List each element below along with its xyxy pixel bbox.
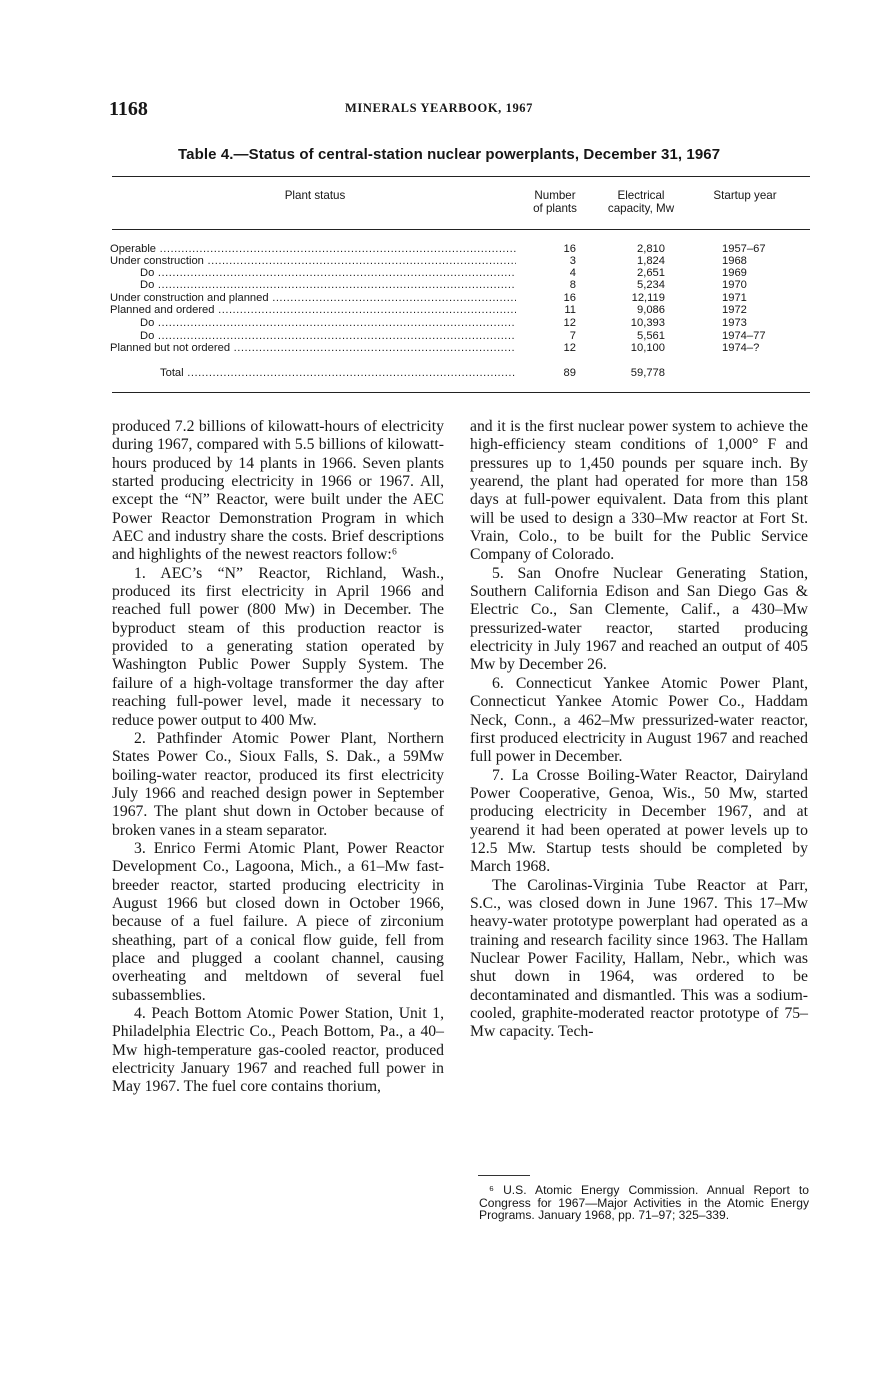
table-row xyxy=(110,330,810,342)
row-startup: 1971 xyxy=(722,292,747,304)
table-total-row xyxy=(110,367,810,379)
row-startup: 1957–67 xyxy=(722,243,766,255)
footnote-text: ⁶ U.S. Atomic Energy Commission. Annual Report to Congress for 1967—Major Activities in the Atomic Energy Programs. January 1968, pp. 71–97; 325–339. xyxy=(479,1183,809,1223)
row-label: Under construction and planned ..... xyxy=(110,292,516,304)
row-number: 12 xyxy=(563,342,576,354)
table-bottom-rule xyxy=(112,392,810,393)
row-startup: 1974–77 xyxy=(722,330,766,342)
paragraph: 2. Pathfinder Atomic Power Plant, Northern States Power Co., Sioux Falls, S. Dak., a 59Mw boiling-water reactor, produced its first electricity July 1966 and reached design power in September 1967. The plant shut down in October because of broken vanes in a steam separator. xyxy=(112,729,444,839)
header-number-of-plants: Number of plants xyxy=(533,189,577,215)
table-top-rule xyxy=(112,176,810,177)
row-capacity: 10,100 xyxy=(630,342,665,354)
footnote-rule xyxy=(478,1175,530,1176)
row-startup: 1968 xyxy=(722,255,747,267)
row-label: Do ..... xyxy=(140,267,516,279)
row-startup: 1972 xyxy=(722,304,747,316)
paragraph: 6. Connecticut Yankee Atomic Power Plant, Connecticut Yankee Atomic Power Co., Haddam Neck, Conn., a 462–Mw pressurized-water reactor, first produced electricity in August 1967 and reached full power in December. xyxy=(470,674,808,766)
table-row xyxy=(110,279,810,291)
paragraph: 1. AEC’s “N” Reactor, Richland, Wash., produced its first electricity in April 1966 and reached full power (800 Mw) in December. The byproduct steam of this production reactor is provided to a generating station operated by Washington Public Power Supply System. The failure of a high-voltage transformer the day after reaching full-power level, made it necessary to reduce power output to 400 Mw. xyxy=(112,564,444,729)
table-header-rule xyxy=(112,229,810,230)
row-label: Planned but not ordered ..... xyxy=(110,342,516,354)
row-number: 11 xyxy=(564,304,576,316)
row-number: 3 xyxy=(569,255,576,267)
row-label: Under construction ..... xyxy=(110,255,516,267)
total-number: 89 xyxy=(563,367,576,379)
table-row xyxy=(110,255,810,267)
row-startup: 1969 xyxy=(722,267,747,279)
row-capacity: 2,810 xyxy=(637,243,665,255)
table-row xyxy=(110,267,810,279)
right-text-column xyxy=(470,418,808,1042)
paragraph: produced 7.2 billions of kilowatt-hours of electricity during 1967, compared with 5.5 billions of kilowatt-hours produced by 14 plants in 1966. Seven plants started producing electricity in 1966 or 1967. All, except the “N” Reactor, were built under the AEC Power Reactor Demonstration Program in which AEC and industry share the costs. Brief descriptions and highlights of the newest reactors follow:⁶ xyxy=(112,418,444,564)
table-row xyxy=(110,243,810,255)
row-label: Do ..... xyxy=(140,317,516,329)
paragraph: 7. La Crosse Boiling-Water Reactor, Dairyland Power Cooperative, Genoa, Wis., 50 Mw, started producing electricity in December 1967, and at yearend it had been operated at power levels up to 12.5 Mw. Startup tests should be completed by March 1968. xyxy=(470,766,808,876)
row-number: 16 xyxy=(563,243,576,255)
table-row xyxy=(110,292,810,304)
header-electrical-capacity: Electrical capacity, Mw xyxy=(607,189,675,215)
row-startup: 1974–? xyxy=(722,342,760,354)
paragraph: 5. San Onofre Nuclear Generating Station, Southern California Edison and San Diego Gas & Electric Co., San Clemente, Calif., a 430–Mw pressurized-water reactor, started producing electricity in July 1967 and reached an output of 405 Mw by December 26. xyxy=(470,564,808,674)
paragraph: The Carolinas-Virginia Tube Reactor at Parr, S.C., was closed down in June 1967. This 17–Mw heavy-water prototype powerplant had operated as a training and research facility since 1963. The Hallam Nuclear Power Facility, Hallam, Nebr., which was shut down in 1964, was ordered to be decontaminated and dismantled. This was a sodium-cooled, graphite-moderated reactor prototype of 75–Mw capacity. Tech- xyxy=(470,876,808,1041)
row-capacity: 10,393 xyxy=(630,317,665,329)
row-label: Do ..... xyxy=(140,279,516,291)
table-title: Table 4.—Status of central-station nuclear powerplants, December 31, 1967 xyxy=(178,146,721,163)
table-row xyxy=(110,317,810,329)
row-startup: 1970 xyxy=(722,279,747,291)
row-capacity: 2,651 xyxy=(637,267,665,279)
paragraph: 4. Peach Bottom Atomic Power Station, Unit 1, Philadelphia Electric Co., Peach Bottom, Pa., a 40–Mw high-temperature gas-cooled reactor, produced electricity January 1967 and reached full power in May 1967. The fuel core contains thorium, xyxy=(112,1005,444,1096)
table-row xyxy=(110,304,810,316)
row-number: 7 xyxy=(569,330,576,342)
row-startup: 1973 xyxy=(722,317,747,329)
row-number: 8 xyxy=(569,279,576,291)
row-capacity: 5,561 xyxy=(637,330,665,342)
row-capacity: 12,119 xyxy=(631,292,665,304)
row-label: Operable ..... xyxy=(110,243,516,255)
paragraph: and it is the first nuclear power system to achieve the high-efficiency steam conditions of 1,000° F and pressures up to 1,450 pounds per square inch. By yearend, the plant had operated for more than 158 days at full-power equivalent. Data from this plant will be used to design a 330–Mw reactor at Fort St. Vrain, Colo., to be built for the Public Service Company of Colorado. xyxy=(470,418,808,564)
header-startup-year: Startup year xyxy=(713,189,777,202)
total-label: Total ..... xyxy=(160,367,516,379)
page-number: 1168 xyxy=(109,98,148,120)
total-capacity: 59,778 xyxy=(630,367,665,379)
row-label: Do ..... xyxy=(140,330,516,342)
row-capacity: 1,824 xyxy=(637,255,665,267)
row-number: 16 xyxy=(563,292,576,304)
row-number: 12 xyxy=(563,317,576,329)
row-capacity: 9,086 xyxy=(637,304,665,316)
table-row xyxy=(110,342,810,354)
row-capacity: 5,234 xyxy=(637,279,665,291)
footnote xyxy=(479,1184,809,1222)
header-plant-status: Plant status xyxy=(284,189,346,202)
left-text-column xyxy=(112,418,444,1097)
paragraph: 3. Enrico Fermi Atomic Plant, Power Reactor Development Co., Lagoona, Mich., a 61–Mw fast-breeder reactor, started producing electricity in August 1966 but closed down in October 1966, because of a fuel failure. A piece of zirconium sheathing, part of a conical flow guide, fell from place and plugged a coolant channel, causing overheating and meltdown of several fuel subassemblies. xyxy=(112,839,444,1004)
running-head: MINERALS YEARBOOK, 1967 xyxy=(345,101,534,115)
row-label: Planned and ordered ..... xyxy=(110,304,516,316)
row-number: 4 xyxy=(569,267,576,279)
